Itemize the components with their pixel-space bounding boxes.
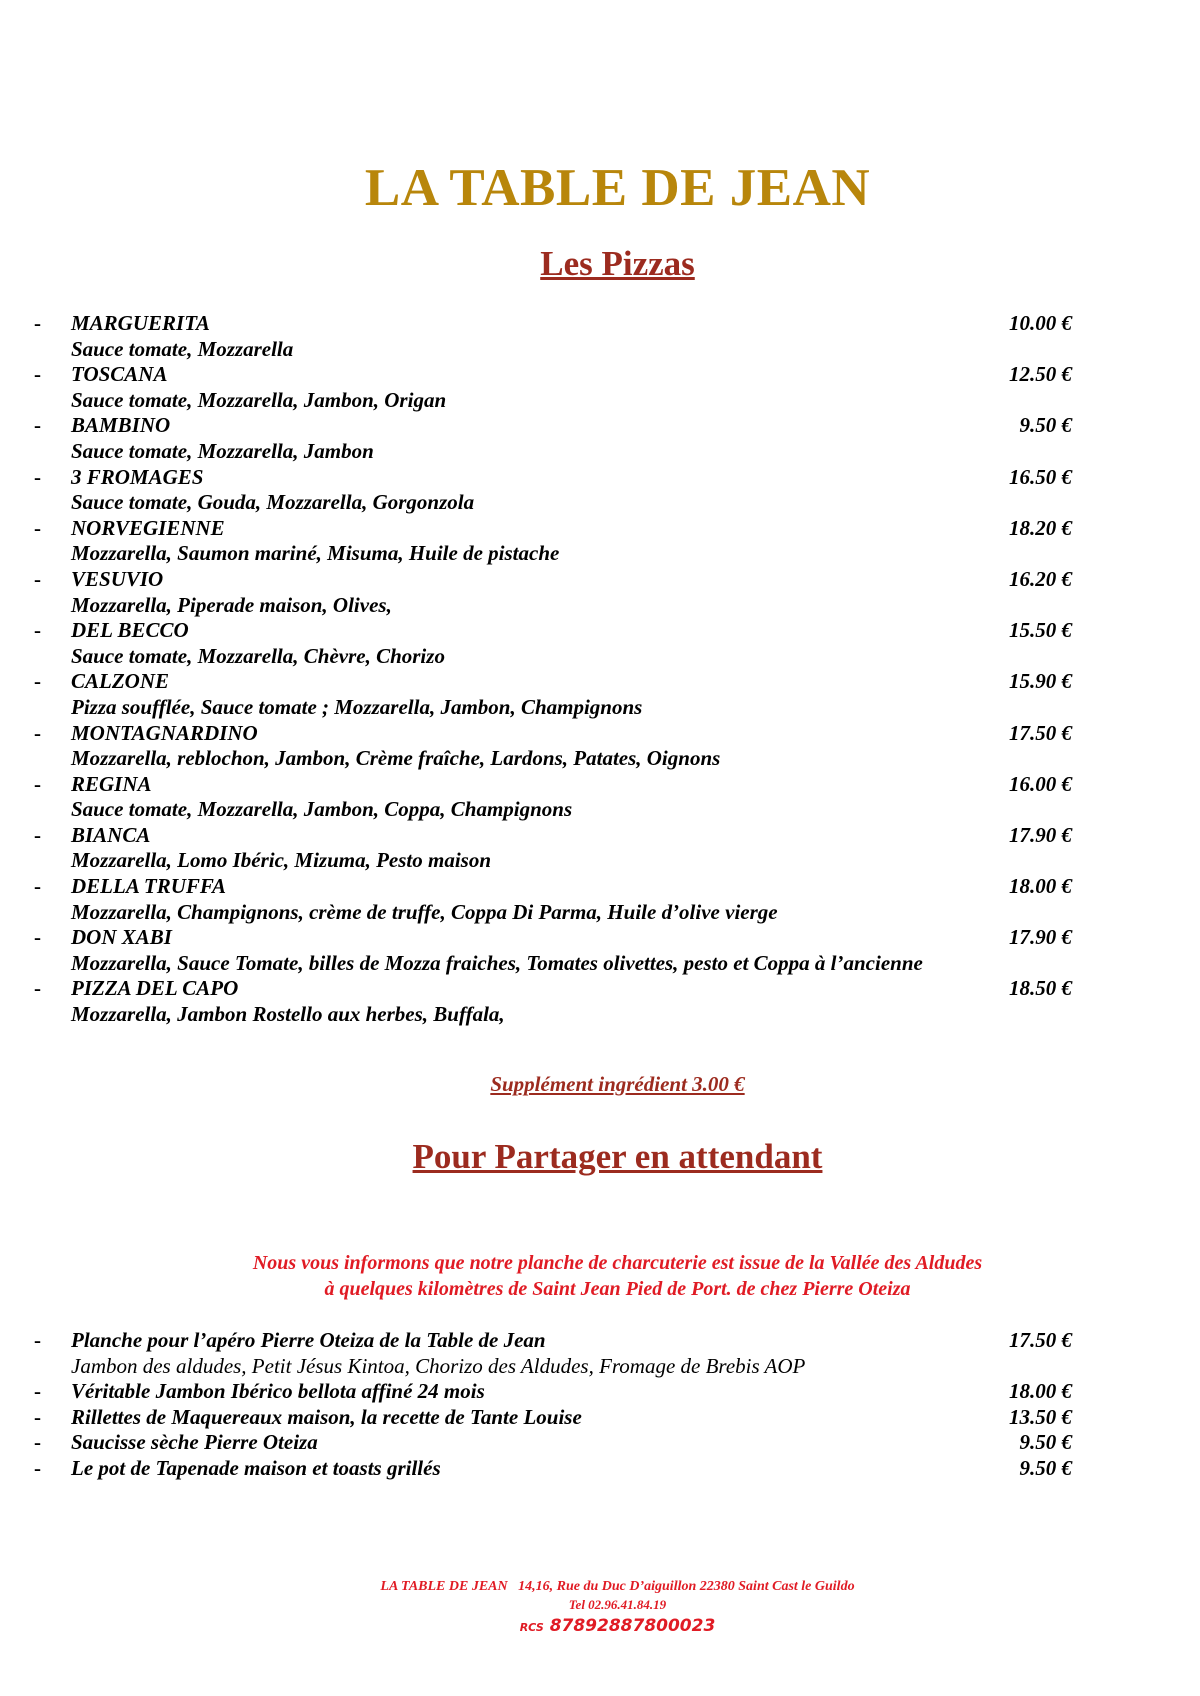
pizza-name: REGINA — [71, 771, 152, 796]
share-item — [0, 1328, 1200, 1354]
share-item-name: Planche pour l’apéro Pierre Oteiza de la Table de Jean — [71, 1328, 546, 1352]
bullet-dash: - — [34, 311, 41, 335]
bullet-dash: - — [34, 464, 41, 489]
pizza-price: 17.50 € — [1009, 720, 1072, 745]
pizza-description-text: Mozzarella, Jambon Rostello aux herbes, Buffala, — [71, 1002, 505, 1027]
pizza-name: DEL BECCO — [71, 618, 189, 643]
bullet-dash: - — [34, 566, 41, 591]
bullet-dash: - — [34, 618, 41, 643]
pizza-description — [0, 951, 1200, 977]
pizza-name: VESUVIO — [71, 566, 164, 591]
pizza-description-text: Sauce tomate, Mozzarella — [71, 336, 294, 361]
pizza-description — [0, 695, 1200, 721]
pizza-name: MONTAGNARDINO — [71, 720, 258, 745]
pizza-name: TOSCANA — [71, 362, 168, 387]
pizza-price: 17.90 € — [1009, 822, 1072, 847]
pizza-description — [0, 797, 1200, 823]
footer-rcs — [0, 1613, 1200, 1641]
share-item-price: 18.00 € — [1009, 1379, 1072, 1404]
pizza-description — [0, 541, 1200, 567]
share-item-name: Le pot de Tapenade maison et toasts grillés — [71, 1455, 441, 1480]
footer-name: LA TABLE DE JEAN — [380, 1579, 508, 1594]
pizza-name: DELLA TRUFFA — [71, 874, 227, 899]
bullet-dash: - — [34, 1455, 41, 1480]
pizza-description-text: Sauce tomate, Mozzarella, Jambon, Origan — [71, 387, 447, 412]
pizza-description-text: Mozzarella, Sauce Tomate, billes de Mozza fraiches, Tomates olivettes, pesto et Coppa à l’ancienne — [71, 950, 923, 975]
footer — [0, 1577, 1200, 1641]
share-item-price: 13.50 € — [1009, 1404, 1072, 1429]
pizza-item — [0, 874, 1200, 900]
pizza-item — [0, 669, 1200, 695]
pizza-price: 16.50 € — [1009, 464, 1072, 489]
pizza-name: CALZONE — [71, 669, 170, 694]
share-item-name: Rillettes de Maquereaux maison, la recette de Tante Louise — [71, 1404, 582, 1429]
share-item-price: 9.50 € — [1019, 1430, 1072, 1455]
pizza-description-text: Mozzarella, reblochon, Jambon, Crème fraîche, Lardons, Patates, Oignons — [71, 746, 721, 771]
pizza-description-text: Mozzarella, Champignons, crème de truffe, Coppa Di Parma, Huile d’olive vierge — [71, 899, 778, 924]
bullet-dash: - — [34, 720, 41, 745]
pizza-price: 12.50 € — [1009, 362, 1072, 387]
pizza-item — [0, 413, 1200, 439]
bullet-dash: - — [34, 413, 41, 438]
share-item-price: 17.50 € — [1009, 1328, 1072, 1352]
pizza-item — [0, 925, 1200, 951]
pizza-name: DON XABI — [71, 925, 172, 950]
pizza-description-text: Mozzarella, Lomo Ibéric, Mizuma, Pesto maison — [71, 848, 492, 873]
bullet-dash: - — [34, 669, 41, 694]
bullet-dash: - — [34, 822, 41, 847]
bullet-dash: - — [34, 362, 41, 387]
share-item-description-text: Jambon des aldudes, Petit Jésus Kintoa, Chorizo des Aldudes, Fromage de Brebis AOP — [71, 1353, 806, 1378]
supplement-note: Supplément ingrédient 3.00 € — [490, 1072, 745, 1096]
pizza-price: 17.90 € — [1009, 925, 1072, 950]
pizza-description-text: Sauce tomate, Mozzarella, Chèvre, Chorizo — [71, 643, 445, 668]
share-item — [0, 1456, 1200, 1482]
pizza-description — [0, 388, 1200, 414]
pizza-item — [0, 976, 1200, 1002]
pizza-description — [0, 439, 1200, 465]
bullet-dash: - — [34, 1430, 41, 1455]
pizza-name: BAMBINO — [71, 413, 171, 438]
pizza-description — [0, 644, 1200, 670]
footer-tel: Tel 02.96.41.84.19 — [568, 1597, 667, 1612]
pizza-item — [0, 516, 1200, 542]
pizza-name: 3 FROMAGES — [71, 464, 204, 489]
pizza-item — [0, 823, 1200, 849]
bullet-dash: - — [34, 874, 41, 899]
bullet-dash: - — [34, 515, 41, 540]
pizza-name: PIZZA DEL CAPO — [71, 976, 239, 1001]
pizza-price: 15.50 € — [1009, 618, 1072, 643]
partager-heading: Pour Partager en attendant — [412, 1137, 823, 1176]
pizza-description-text: Mozzarella, Piperade maison, Olives, — [71, 592, 392, 617]
share-item — [0, 1379, 1200, 1405]
pizza-description-text: Sauce tomate, Mozzarella, Jambon — [71, 438, 374, 463]
share-list — [0, 1328, 1200, 1482]
bullet-dash: - — [34, 976, 41, 1001]
pizza-description — [0, 593, 1200, 619]
pizza-item — [0, 567, 1200, 593]
pizza-item — [0, 465, 1200, 491]
pizza-description-text: Pizza soufflée, Sauce tomate ; Mozzarella, Jambon, Champignons — [71, 694, 643, 719]
pizza-description-text: Sauce tomate, Gouda, Mozzarella, Gorgonzola — [71, 490, 475, 515]
pizza-item — [0, 618, 1200, 644]
pizza-item — [0, 311, 1200, 337]
share-item-description — [0, 1354, 1200, 1380]
pizza-name: MARGUERITA — [71, 311, 210, 335]
notice-line-1: Nous vous informons que notre planche de charcuterie est issue de la Vallée des Aldudes — [252, 1252, 983, 1274]
footer-address: 14,16, Rue du Duc D’aiguillon 22380 Saint Cast le Guildo — [518, 1579, 855, 1594]
share-item-name: Saucisse sèche Pierre Oteiza — [71, 1430, 318, 1455]
pizzas-heading: Les Pizzas — [540, 244, 695, 283]
pizza-description-text: Mozzarella, Saumon mariné, Misuma, Huile de pistache — [71, 541, 560, 566]
bullet-dash: - — [34, 1404, 41, 1429]
bullet-dash: - — [34, 1379, 41, 1404]
pizza-description — [0, 900, 1200, 926]
pizza-item — [0, 362, 1200, 388]
pizza-description — [0, 490, 1200, 516]
pizza-name: BIANCA — [71, 822, 151, 847]
pizza-price: 16.20 € — [1009, 566, 1072, 591]
pizza-description — [0, 848, 1200, 874]
pizza-price: 10.00 € — [1009, 311, 1072, 335]
restaurant-title: LA TABLE DE JEAN — [364, 159, 871, 217]
share-item-name: Véritable Jambon Ibérico bellota affiné 24 mois — [71, 1379, 485, 1404]
pizza-price: 18.20 € — [1009, 515, 1072, 540]
pizza-description-text: Sauce tomate, Mozzarella, Jambon, Coppa, Champignons — [71, 797, 573, 822]
pizza-price: 18.00 € — [1009, 874, 1072, 899]
notice-line-2: à quelques kilomètres de Saint Jean Pied de Port. de chez Pierre Oteiza — [324, 1278, 911, 1300]
pizza-price: 18.50 € — [1009, 976, 1072, 1001]
pizza-price: 9.50 € — [1019, 413, 1072, 438]
bullet-dash: - — [34, 771, 41, 796]
share-item-price: 9.50 € — [1019, 1455, 1072, 1480]
pizza-list — [0, 311, 1200, 1028]
pizza-name: NORVEGIENNE — [71, 515, 225, 540]
footer-address-line — [0, 1577, 1200, 1596]
bullet-dash: - — [34, 1328, 41, 1352]
share-item — [0, 1430, 1200, 1456]
rcs-label: RCS — [519, 1621, 544, 1634]
pizza-description — [0, 1002, 1200, 1028]
pizza-price: 16.00 € — [1009, 771, 1072, 796]
pizza-description — [0, 337, 1200, 363]
pizza-item — [0, 721, 1200, 747]
pizza-description — [0, 746, 1200, 772]
pizza-item — [0, 772, 1200, 798]
pizza-price: 15.90 € — [1009, 669, 1072, 694]
rcs-number: 87892887800023 — [549, 1616, 716, 1636]
charcuterie-notice — [0, 1250, 1200, 1302]
bullet-dash: - — [34, 925, 41, 950]
share-item — [0, 1405, 1200, 1431]
